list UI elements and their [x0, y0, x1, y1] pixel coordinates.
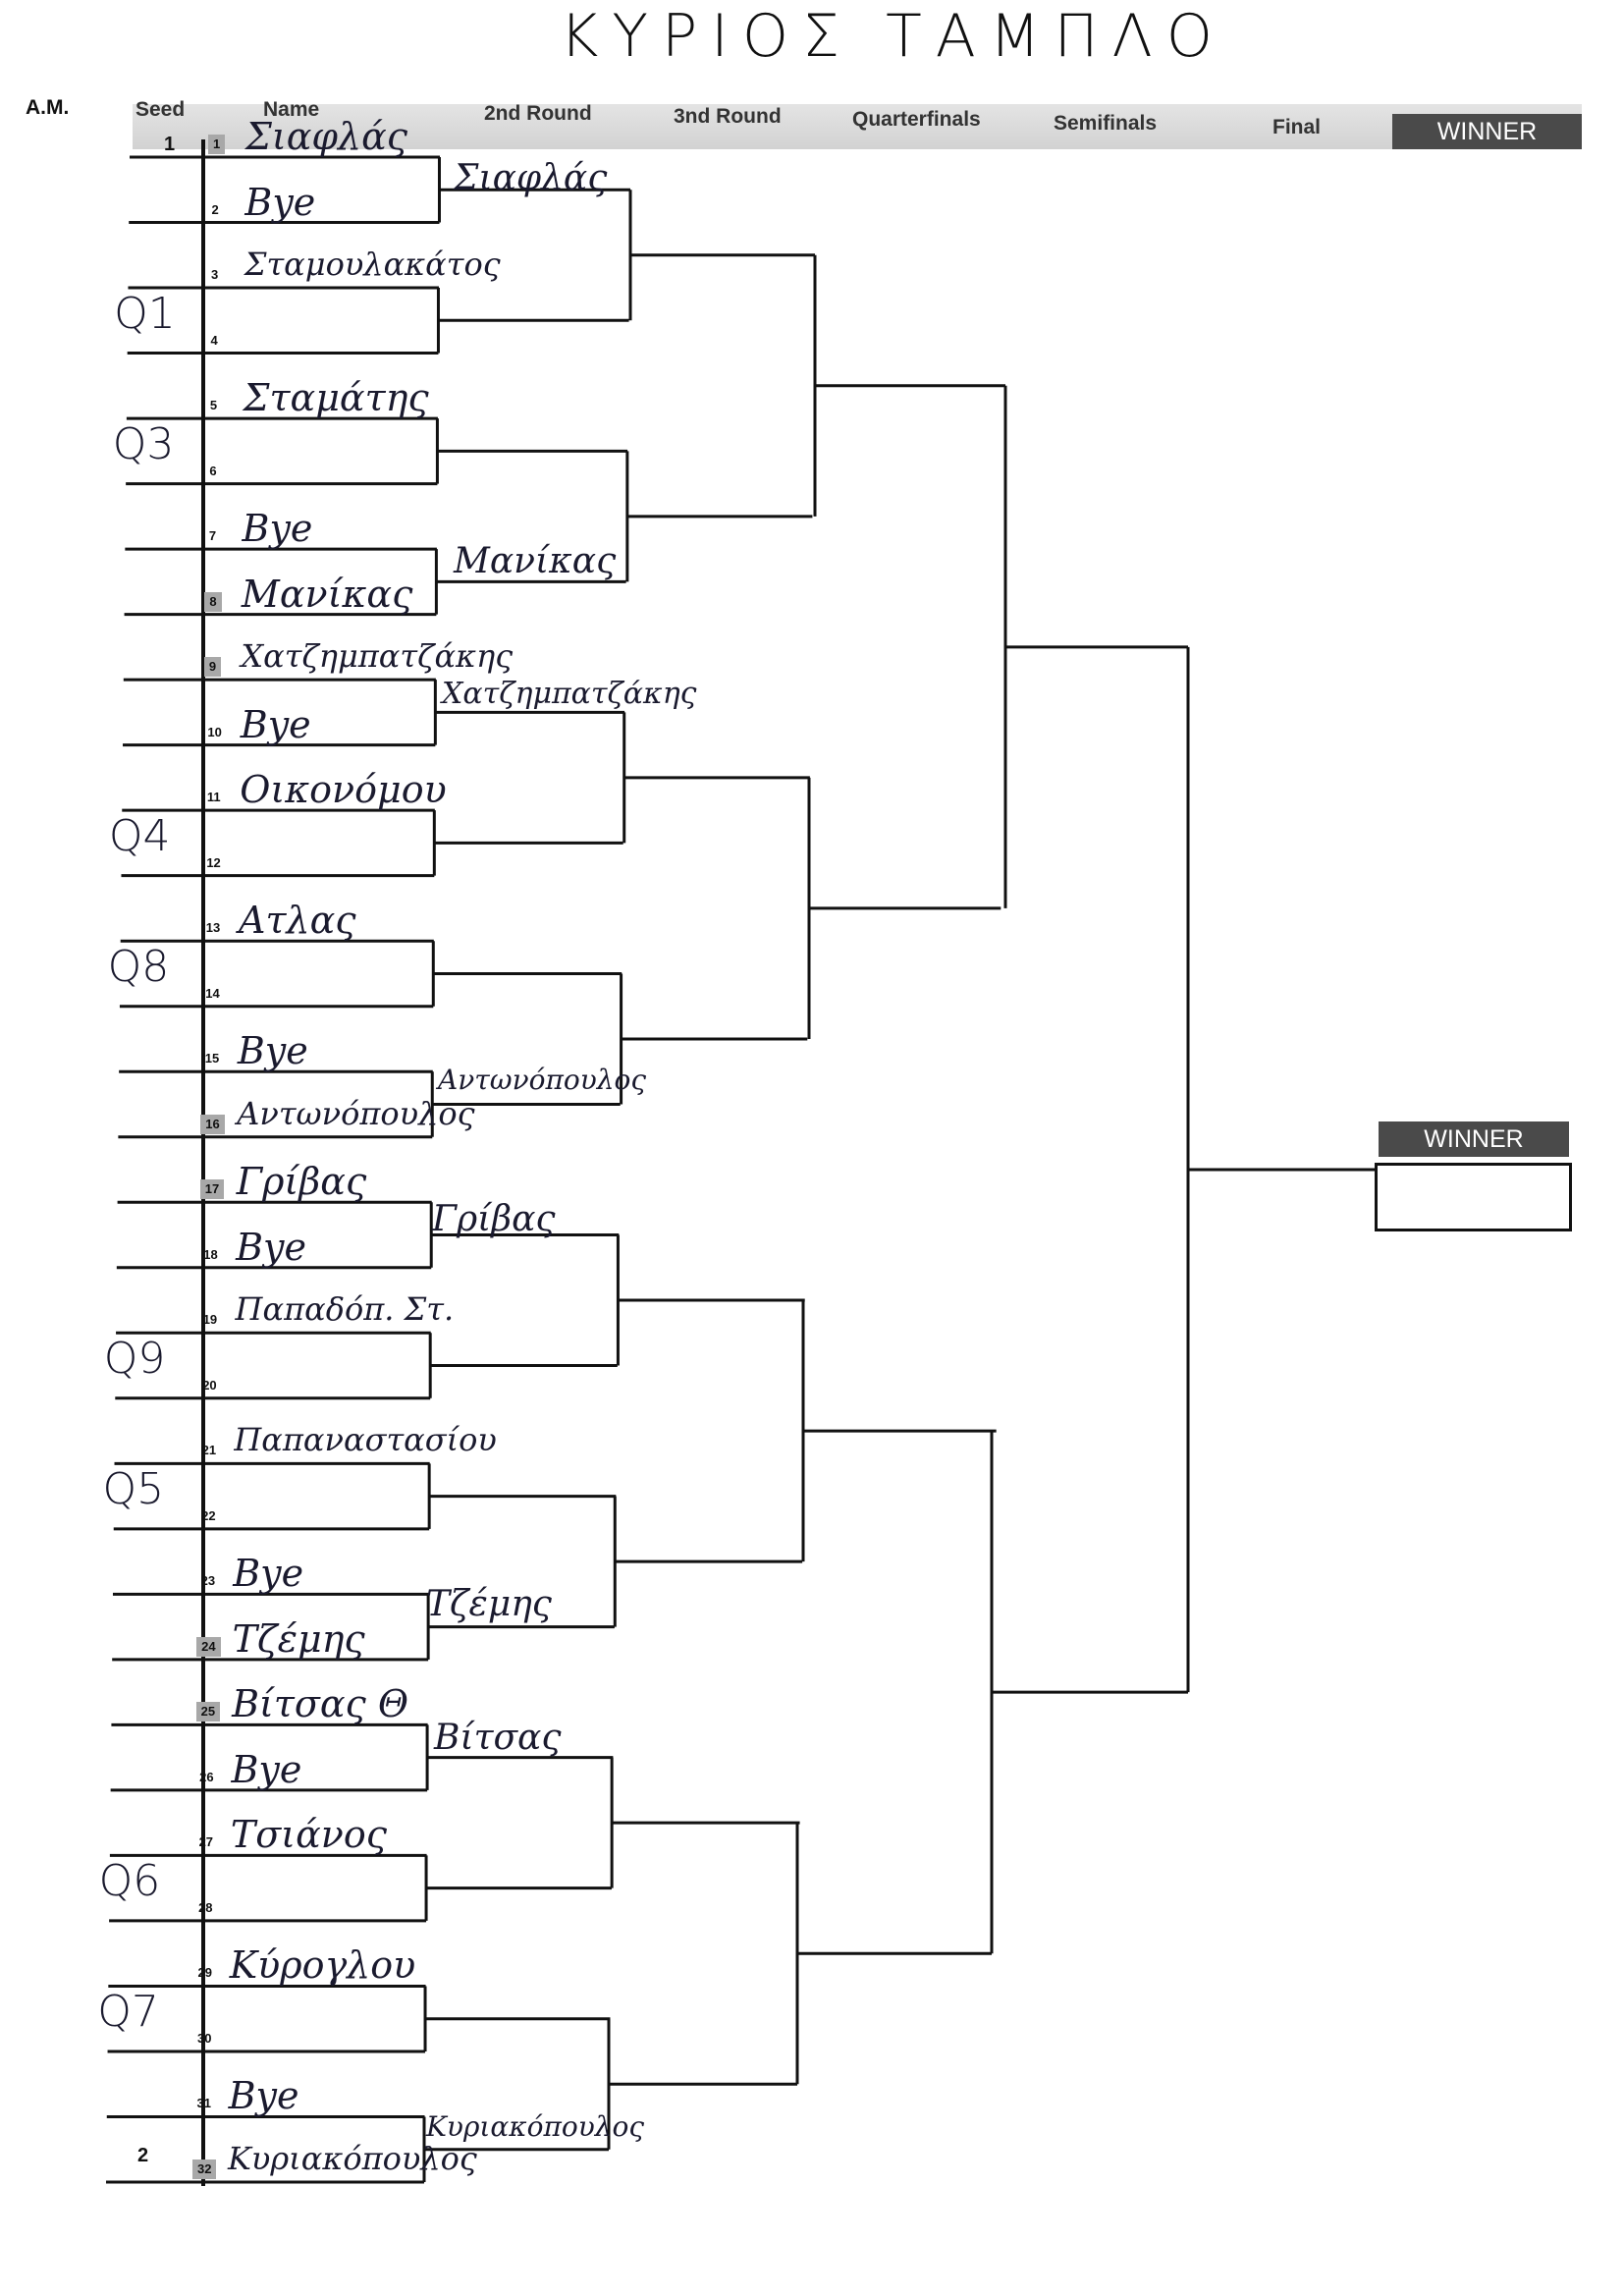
draw-position-number: 28 — [198, 1899, 213, 1915]
draw-position-number: 6 — [209, 463, 217, 478]
player-name: Μανίκας — [241, 572, 413, 616]
round2-winner: Αντωνόπουλος — [438, 1064, 647, 1096]
qualifier-mark: Q8 — [107, 941, 170, 992]
qualifier-mark: Q9 — [103, 1333, 166, 1384]
player-name: Τζέμης — [232, 1616, 365, 1661]
qualifier-mark: Q5 — [102, 1463, 165, 1514]
draw-position-number: 19 — [202, 1312, 218, 1328]
draw-position-number: 8 — [204, 592, 221, 612]
qualifier-mark: Q3 — [112, 418, 175, 469]
winner-column-header: WINNER — [1392, 114, 1582, 149]
player-name: Bye — [244, 180, 316, 224]
draw-position-number: 17 — [200, 1179, 224, 1199]
draw-position-number: 27 — [198, 1834, 214, 1850]
final-column-header: Final — [1272, 116, 1322, 138]
draw-position-number: 16 — [200, 1115, 224, 1134]
player-name: Τσιάνος — [230, 1813, 387, 1857]
round2-column-header: 2nd Round — [484, 102, 592, 125]
draw-position-number: 20 — [202, 1377, 217, 1393]
draw-position-number: 26 — [199, 1769, 214, 1784]
qualifier-mark: Q1 — [114, 288, 176, 339]
draw-position-number: 5 — [209, 398, 218, 413]
draw-position-number: 3 — [210, 267, 219, 283]
draw-position-number: 1 — [208, 135, 225, 154]
page-title: ΚΥΡΙΟΣ ΤΑΜΠΛΟ — [560, 2, 1226, 71]
round2-winner: Σιαφλάς — [454, 158, 608, 198]
player-name: Κυριακόπουλος — [228, 2140, 477, 2177]
quarterfinals-column-header: Quarterfinals — [852, 108, 981, 131]
player-name: Οικονόμου — [240, 768, 447, 812]
player-name: Bye — [228, 2074, 299, 2118]
player-name: Ατλας — [239, 899, 356, 943]
draw-position-number: 12 — [206, 854, 221, 870]
semifinals-column-header: Semifinals — [1054, 112, 1158, 135]
player-name: Σταμουλακάτος — [244, 246, 501, 284]
round2-winner: Κυριακόπουλος — [426, 2110, 645, 2143]
draw-position-number: 23 — [200, 1573, 216, 1589]
player-name: Χατζημπατζάκης — [241, 637, 514, 676]
player-name: Αντωνόπουλος — [237, 1094, 475, 1132]
player-name: Bye — [233, 1552, 304, 1596]
player-name: Bye — [240, 702, 311, 746]
am-column-header: A.M. — [26, 96, 70, 119]
round3-column-header: 3nd Round — [674, 105, 782, 128]
player-name: Bye — [242, 507, 313, 551]
player-name: Σταμάτης — [243, 376, 429, 420]
draw-position-number: 24 — [196, 1637, 220, 1657]
qualifier-mark: Q7 — [97, 1986, 159, 2037]
draw-position-number: 30 — [197, 2030, 212, 2046]
draw-position-number: 31 — [196, 2096, 211, 2111]
draw-position-number: 15 — [204, 1051, 220, 1066]
round2-winner: Μανίκας — [454, 541, 617, 581]
player-name: Bye — [236, 1225, 307, 1269]
player-name: Γρίβας — [236, 1160, 367, 1204]
draw-position-number: 7 — [208, 528, 217, 544]
player-name: Σιαφλάς — [245, 115, 408, 158]
draw-position-number: 9 — [204, 657, 221, 677]
seed-value: 1 — [164, 134, 176, 155]
draw-position-number: 32 — [192, 2159, 216, 2179]
round2-winner: Τζέμης — [426, 1584, 552, 1624]
seed-column-header: Seed — [135, 98, 186, 121]
qualifier-mark: Q6 — [98, 1855, 161, 1906]
round2-winner: Γρίβας — [432, 1199, 556, 1239]
draw-position-number: 2 — [211, 201, 219, 217]
draw-position-number: 29 — [197, 1965, 213, 1981]
draw-position-number: 22 — [201, 1507, 216, 1523]
draw-position-number: 25 — [196, 1702, 220, 1722]
round2-winner: Βίτσας — [434, 1718, 562, 1758]
round2-winner: Χατζημπατζάκης — [442, 677, 697, 711]
seed-value: 2 — [137, 2145, 149, 2166]
name-column-header: Name — [263, 98, 320, 121]
player-name: Παπαναστασίου — [234, 1421, 497, 1459]
draw-position-number: 11 — [206, 790, 221, 805]
player-name: Bye — [231, 1747, 302, 1791]
qualifier-mark: Q4 — [108, 810, 171, 861]
player-name: Παπαδόπ. Στ. — [235, 1290, 455, 1329]
draw-position-number: 4 — [210, 332, 218, 348]
draw-position-number: 21 — [201, 1443, 217, 1458]
player-name: Βίτσας Θ — [232, 1682, 409, 1726]
player-name: Κύρογλου — [229, 1943, 416, 1988]
player-name: Bye — [237, 1029, 308, 1073]
draw-position-number: 10 — [207, 724, 222, 739]
draw-position-number: 13 — [205, 920, 221, 936]
draw-position-number: 14 — [205, 985, 220, 1001]
winner-label: WINNER — [1379, 1121, 1569, 1157]
draw-position-number: 18 — [203, 1246, 218, 1262]
